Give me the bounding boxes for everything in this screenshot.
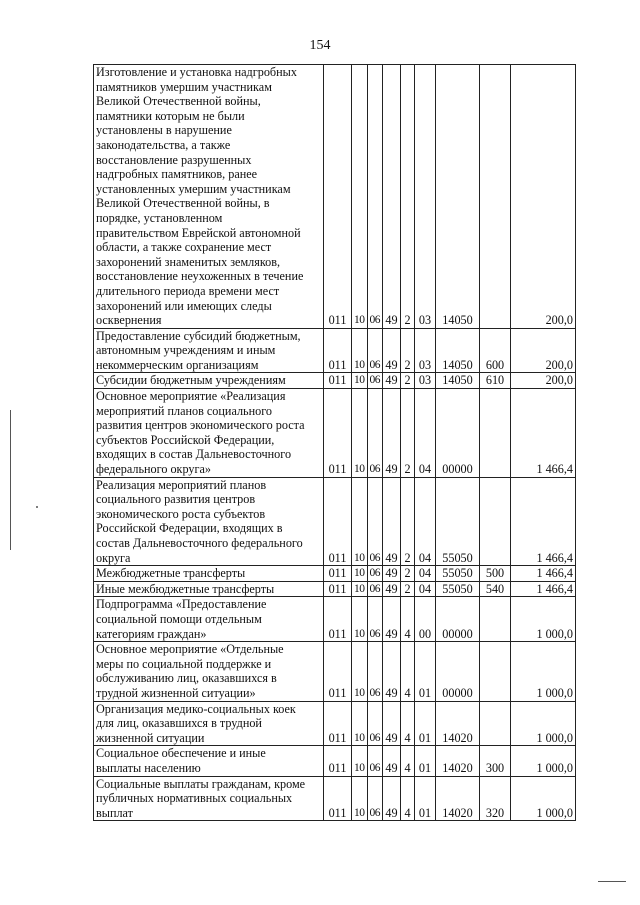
item-name-line: выплаты населению [96,760,201,775]
item-name-line: округа [96,550,131,565]
item-name-line: памятники которым не были [96,108,245,123]
expense-type-code-cell [480,701,511,746]
item-name-line: Великой Отечественной войны, в [96,196,270,211]
amount-cell: 1 466,4 [511,477,576,566]
program-code-cell: 49 [383,581,401,597]
section-code-cell: 10 [352,642,368,701]
amount-cell: 1 000,0 [511,701,576,746]
expense-type-code-cell: 610 [480,373,511,389]
main-activity-code-cell: 03 [415,328,436,373]
section-code-cell: 10 [352,328,368,373]
ministry-code-cell: 011 [324,328,352,373]
section-code-cell: 10 [352,477,368,566]
expense-type-code-cell [480,477,511,566]
main-activity-code-cell: 04 [415,566,436,582]
main-activity-code-cell: 03 [415,373,436,389]
item-name-line: входящих в состав Дальневосточного [96,447,292,462]
expense-direction-code-cell: 14020 [436,746,480,776]
item-name-line: развития центров экономического роста [96,418,305,433]
subprogram-code-cell: 2 [401,566,415,582]
main-activity-code-cell: 01 [415,746,436,776]
item-name-line: захоронений или имеющих следы [96,298,272,313]
table-row [94,477,576,566]
expense-direction-code-cell: 55050 [436,477,480,566]
item-name-line: обслуживанию лиц, оказавшихся в [96,671,277,686]
table-row [94,776,576,821]
table-row [94,642,576,701]
section-code-cell: 10 [352,776,368,821]
scan-corner-line [598,881,626,882]
item-name-line: меры по социальной поддержке и [96,656,272,671]
budget-table [93,64,576,821]
section-code-cell: 10 [352,65,368,329]
ministry-code-cell: 011 [324,776,352,821]
item-name-line: области, а также сохранение мест [96,240,272,255]
item-name-line: Иные межбюджетные трансферты [96,581,275,596]
program-code-cell: 49 [383,373,401,389]
expense-type-code-cell [480,597,511,642]
budget-table-body [94,65,576,821]
amount-cell: 200,0 [511,373,576,389]
item-name-cell [94,776,324,821]
item-name-line: Подпрограмма «Предоставление [96,597,267,612]
item-name-cell [94,701,324,746]
program-code-cell: 49 [383,328,401,373]
program-code-cell: 49 [383,642,401,701]
section-code-cell: 10 [352,566,368,582]
amount-cell: 1 000,0 [511,776,576,821]
table-row [94,597,576,642]
table-row [94,746,576,776]
item-name-line: экономического роста субъектов [96,506,266,521]
item-name-cell [94,566,324,582]
item-name-cell [94,597,324,642]
subsection-code-cell: 06 [367,328,383,373]
item-name-line: Основное мероприятие «Отдельные [96,642,284,657]
subprogram-code-cell: 4 [401,776,415,821]
ministry-code-cell: 011 [324,581,352,597]
expense-type-code-cell [480,65,511,329]
item-name-line: жизненной ситуации [96,730,205,745]
amount-cell: 1 466,4 [511,566,576,582]
table-row [94,328,576,373]
expense-direction-code-cell: 55050 [436,566,480,582]
item-name-line: федерального округа» [96,462,212,477]
item-name-line: захоронений знаменитых земляков, [96,254,281,269]
subprogram-code-cell: 4 [401,746,415,776]
subsection-code-cell: 06 [367,373,383,389]
item-name-line: Субсидии бюджетным учреждениям [96,373,286,388]
main-activity-code-cell: 03 [415,65,436,329]
main-activity-code-cell: 04 [415,477,436,566]
expense-type-code-cell [480,389,511,478]
expense-direction-code-cell: 14050 [436,65,480,329]
section-code-cell: 10 [352,701,368,746]
item-name-line: субъектов Российской Федерации, [96,432,275,447]
item-name-cell [94,477,324,566]
subprogram-code-cell: 4 [401,597,415,642]
amount-cell: 200,0 [511,65,576,329]
scan-margin-line [10,410,11,550]
section-code-cell: 10 [352,389,368,478]
main-activity-code-cell: 04 [415,581,436,597]
ministry-code-cell: 011 [324,746,352,776]
item-name-line: восстановление неухоженных в течение [96,269,304,284]
subsection-code-cell: 06 [367,566,383,582]
subsection-code-cell: 06 [367,477,383,566]
item-name-line: Великой Отечественной войны, [96,94,261,109]
expense-type-code-cell: 500 [480,566,511,582]
ministry-code-cell: 011 [324,701,352,746]
table-row [94,701,576,746]
item-name-line: осквернения [96,313,162,328]
section-code-cell: 10 [352,597,368,642]
scan-speck [36,506,38,508]
item-name-line: Изготовление и установка надгробных [96,65,297,79]
program-code-cell: 49 [383,701,401,746]
expense-type-code-cell: 540 [480,581,511,597]
item-name-cell [94,65,324,329]
expense-direction-code-cell: 00000 [436,642,480,701]
item-name-line: установлены в нарушение [96,123,232,138]
ministry-code-cell: 011 [324,597,352,642]
item-name-line: правительством Еврейской автономной [96,225,301,240]
item-name-line: категориям граждан» [96,626,207,641]
ministry-code-cell: 011 [324,65,352,329]
program-code-cell: 49 [383,477,401,566]
table-row [94,65,576,329]
table-row [94,581,576,597]
item-name-line: социального развития центров [96,492,256,507]
amount-cell: 1 000,0 [511,746,576,776]
program-code-cell: 49 [383,566,401,582]
item-name-line: Межбюджетные трансферты [96,566,246,581]
subprogram-code-cell: 4 [401,701,415,746]
item-name-cell [94,746,324,776]
item-name-line: Основное мероприятие «Реализация [96,389,286,404]
expense-direction-code-cell: 00000 [436,389,480,478]
item-name-line: надгробных памятников, ранее [96,167,258,182]
item-name-line: социальной помощи отдельным [96,611,262,626]
item-name-line: восстановление разрушенных [96,152,252,167]
subsection-code-cell: 06 [367,389,383,478]
item-name-line: автономным учреждениям и иным [96,343,276,358]
item-name-line: Социальное обеспечение и иные [96,746,266,761]
ministry-code-cell: 011 [324,477,352,566]
table-row [94,373,576,389]
item-name-line: выплат [96,805,133,820]
subsection-code-cell: 06 [367,642,383,701]
program-code-cell: 49 [383,597,401,642]
amount-cell: 200,0 [511,328,576,373]
subsection-code-cell: 06 [367,65,383,329]
program-code-cell: 49 [383,776,401,821]
expense-direction-code-cell: 14050 [436,328,480,373]
expense-direction-code-cell: 00000 [436,597,480,642]
item-name-line: Организация медико-социальных коек [96,701,296,716]
item-name-line: Российской Федерации, входящих в [96,521,283,536]
page-number: 154 [309,38,331,53]
item-name-cell [94,373,324,389]
table-row [94,566,576,582]
amount-cell: 1 466,4 [511,389,576,478]
item-name-line: трудной жизненной ситуации» [96,685,256,700]
table-row [94,389,576,478]
expense-type-code-cell [480,642,511,701]
main-activity-code-cell: 01 [415,642,436,701]
item-name-line: Социальные выплаты гражданам, кроме [96,776,306,791]
ministry-code-cell: 011 [324,373,352,389]
section-code-cell: 10 [352,746,368,776]
section-code-cell: 10 [352,581,368,597]
program-code-cell: 49 [383,389,401,478]
item-name-line: публичных нормативных социальных [96,791,293,806]
amount-cell: 1 000,0 [511,597,576,642]
expense-type-code-cell: 600 [480,328,511,373]
main-activity-code-cell: 00 [415,597,436,642]
amount-cell: 1 466,4 [511,581,576,597]
program-code-cell: 49 [383,65,401,329]
program-code-cell: 49 [383,746,401,776]
subprogram-code-cell: 2 [401,373,415,389]
main-activity-code-cell: 01 [415,701,436,746]
subsection-code-cell: 06 [367,746,383,776]
item-name-cell [94,581,324,597]
main-activity-code-cell: 01 [415,776,436,821]
item-name-cell [94,328,324,373]
item-name-line: Предоставление субсидий бюджетным, [96,328,301,343]
subsection-code-cell: 06 [367,581,383,597]
expense-direction-code-cell: 14050 [436,373,480,389]
subprogram-code-cell: 2 [401,65,415,329]
item-name-line: памятников умершим участникам [96,79,272,94]
item-name-line: порядке, установленном [96,210,223,225]
item-name-line: мероприятий планов социального [96,403,273,418]
expense-direction-code-cell: 14020 [436,701,480,746]
ministry-code-cell: 011 [324,566,352,582]
subprogram-code-cell: 2 [401,477,415,566]
subsection-code-cell: 06 [367,776,383,821]
expense-type-code-cell: 320 [480,776,511,821]
item-name-line: Реализация мероприятий планов [96,477,267,492]
expense-type-code-cell: 300 [480,746,511,776]
item-name-cell [94,389,324,478]
subsection-code-cell: 06 [367,701,383,746]
subprogram-code-cell: 2 [401,328,415,373]
ministry-code-cell: 011 [324,389,352,478]
main-activity-code-cell: 04 [415,389,436,478]
subprogram-code-cell: 2 [401,389,415,478]
expense-direction-code-cell: 14020 [436,776,480,821]
section-code-cell: 10 [352,373,368,389]
item-name-cell [94,642,324,701]
item-name-line: установленных умершим участникам [96,181,291,196]
subprogram-code-cell: 2 [401,581,415,597]
subsection-code-cell: 06 [367,597,383,642]
subprogram-code-cell: 4 [401,642,415,701]
item-name-line: некоммерческим организациям [96,357,259,372]
item-name-line: длительного периода времени мест [96,283,280,298]
expense-direction-code-cell: 55050 [436,581,480,597]
item-name-line: законодательства, а также [96,137,231,152]
item-name-line: для лиц, оказавшихся в трудной [96,716,262,731]
item-name-line: состав Дальневосточного федерального [96,536,303,550]
amount-cell: 1 000,0 [511,642,576,701]
ministry-code-cell: 011 [324,642,352,701]
